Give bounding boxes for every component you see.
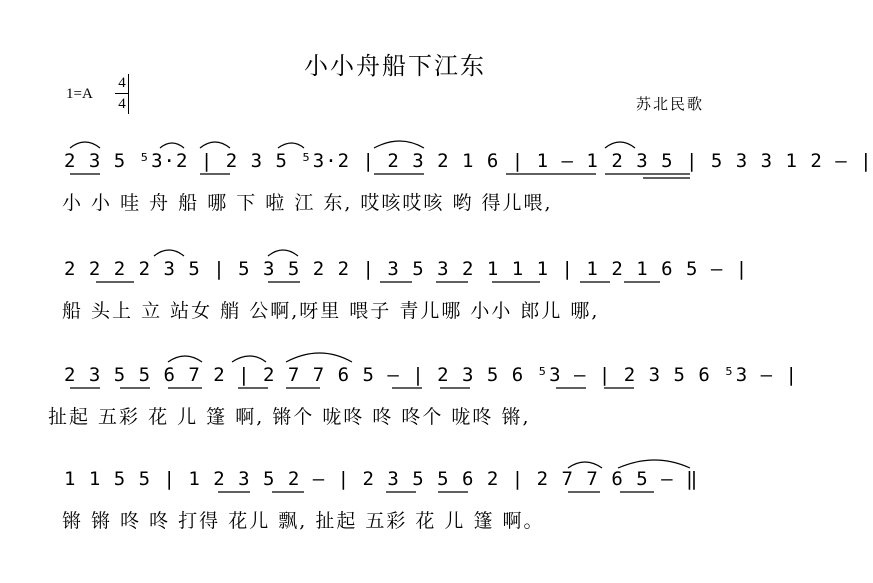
meter-top: 4 xyxy=(118,75,126,91)
lyrics-line-2: 船 头上 立 站女 艄 公啊,呀里 喂子 青儿哪 小小 郎儿 哪, xyxy=(62,300,600,322)
song-title: 小小舟船下江东 xyxy=(304,52,486,80)
notation-line-4: 1 1 5 5 | 1 2 3 5 2 – | 2 3 5 5 6 2 | 2 7 7 6 5 – ‖ xyxy=(64,468,699,490)
composer-credit: 苏北民歌 xyxy=(636,95,705,113)
key-signature: 1=A xyxy=(66,86,93,102)
lyrics-line-1: 小 小 哇 舟 船 哪 下 啦 江 东, 哎咳哎咳 哟 得儿喂, xyxy=(62,192,553,214)
meter-bottom: 4 xyxy=(118,96,126,112)
notation-line-1: 2 3 5 ⁵3·2 | 2 3 5 ⁵3·2 | 2 3 2 1 6 | 1 – 1 2 3 5 | 5 3 3 1 2 – | xyxy=(64,150,873,172)
meter-divider xyxy=(128,74,129,114)
lyrics-line-3: 扯起 五彩 花 儿 篷 啊, 锵个 咙咚 咚 咚个 咙咚 锵, xyxy=(48,406,531,428)
lyrics-line-4: 锵 锵 咚 咚 打得 花儿 飘, 扯起 五彩 花 儿 篷 啊。 xyxy=(62,510,545,532)
time-signature xyxy=(115,74,129,113)
notation-line-2: 2 2 2 2 3 5 | 5 3 5 2 2 | 3 5 3 2 1 1 1 | 1 2 1 6 5 – | xyxy=(64,258,749,280)
notation-line-3: 2 3 5 5 6 7 2 | 2 7 7 6 5 – | 2 3 5 6 ⁵3 – | 2 3 5 6 ⁵3 – | xyxy=(64,364,798,386)
